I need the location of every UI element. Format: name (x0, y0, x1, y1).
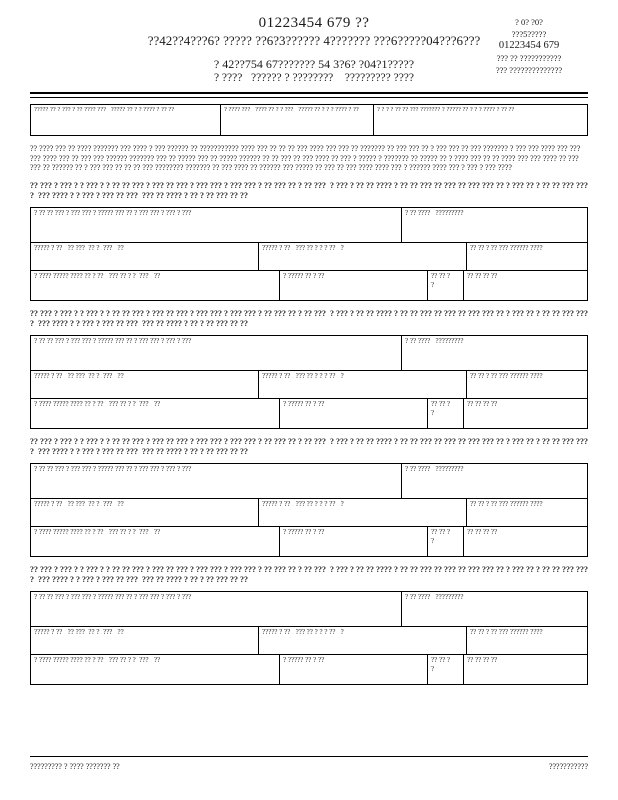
field-phone[interactable]: ? ????? ?? ? ?? (279, 655, 427, 684)
field-address[interactable]: ????? ? ?? ?? ??? ?? ? ??? ?? (34, 243, 124, 252)
form-header (30, 14, 588, 92)
stamp-form-number: 01223454 679 (498, 40, 560, 51)
field-small-label-line2: ? (431, 536, 435, 545)
section-1-heading: ?? ??? ? ??? ? ? ??? ? ? ?? ?? ??? ? ??? ?? ??? ? ??? ??? ? ??? ??? ? ?? ??? ?? ? ?? ??? ? ??? ? ?? ?? ???? ? ?? ?? ??? ?? ??? ?? ??? ??? ?? ? ??? ?? ? ?? ?? ??? ??? ? ??? ???? ? ? ??? ? ??? ?? ??? ??? ?? ???? ? ?? ? ?? ??? ?? ?? (30, 180, 590, 200)
table-row (31, 626, 587, 654)
field-zip[interactable]: ?? ?? ? ?? ??? ?????? ???? (466, 627, 587, 654)
field-address[interactable]: ????? ? ?? ?? ??? ?? ? ??? ?? (34, 499, 124, 508)
table-row (31, 654, 587, 684)
field-small-label-line1: ?? ?? ? (431, 399, 451, 408)
table-row (31, 592, 587, 626)
field-contact[interactable]: ? ???? ????? ???? ?? ? ?? ??? ?? ? ? ??? ?? (34, 527, 161, 536)
footer-left-text: ????????? ? ???? ??????? ?? (30, 762, 120, 771)
footer-right-text: ??????????? (548, 762, 588, 771)
field-box-3[interactable]: ? ? ? ? ?? ?? ??? ??????? ? ????? ?? ? ? ? ???? ? ?? ?? (373, 105, 587, 135)
form-main-title: ??42??4???6? ????? ??6?3?????? 4??????? ???6?????04???6??? (147, 33, 481, 48)
section-2-heading: ?? ??? ? ??? ? ? ??? ? ? ?? ?? ??? ? ??? ?? ??? ? ??? ??? ? ??? ??? ? ?? ??? ?? ? ?? ??? ? ??? ? ?? ?? ???? ? ?? ?? ??? ?? ??? ?? ??? ??? ?? ? ??? ?? ? ?? ?? ??? ??? ? ??? ???? ? ? ??? ? ??? ?? ??? ??? ?? ???? ? ?? ? ?? ??? ?? ?? (30, 308, 590, 328)
form-section-2 (30, 309, 588, 429)
table-row (31, 370, 587, 398)
header-divider-rule (30, 92, 588, 98)
field-small[interactable] (427, 271, 463, 300)
form-subtitle-2: ? ???? ?????? ? ???????? ????????? ???? (213, 72, 415, 84)
section-4-heading: ?? ??? ? ??? ? ? ??? ? ? ?? ?? ??? ? ??? ?? ??? ? ??? ??? ? ??? ??? ? ?? ??? ?? ? ?? ??? ? ??? ? ?? ?? ???? ? ?? ?? ??? ?? ??? ?? ??? ??? ?? ? ??? ?? ? ?? ?? ??? ??? ? ??? ???? ? ? ??? ? ??? ?? ??? ??? ?? ???? ? ?? ? ?? ??? ?? ?? (30, 564, 590, 584)
field-small-label-line2: ? (431, 408, 435, 417)
field-small-label-line2: ? (431, 280, 435, 289)
field-phone[interactable]: ? ????? ?? ? ?? (279, 527, 427, 556)
field-address[interactable]: ????? ? ?? ?? ??? ?? ? ??? ?? (34, 627, 124, 636)
field-small-label-line2: ? (431, 664, 435, 673)
field-name[interactable]: ? ?? ?? ??? ? ??? ??? ? ????? ??? ?? ? ??? ??? ? ??? ? ??? (34, 208, 192, 217)
field-name[interactable]: ? ?? ?? ??? ? ??? ??? ? ????? ??? ?? ? ??? ??? ? ??? ? ??? (34, 464, 192, 473)
field-contact[interactable]: ? ???? ????? ???? ?? ? ?? ??? ?? ? ? ??? ?? (34, 399, 161, 408)
field-small[interactable] (427, 655, 463, 684)
section-1-table (30, 207, 588, 301)
table-row (31, 208, 587, 242)
field-small-label-line1: ?? ?? ? (431, 527, 451, 536)
field-city-state[interactable]: ????? ? ?? ??? ?? ? ? ? ?? ? (258, 371, 466, 398)
field-small[interactable] (427, 527, 463, 556)
field-address[interactable]: ????? ? ?? ?? ??? ?? ? ??? ?? (34, 371, 124, 380)
stamp-line-4: ??? ?? ??????????? (496, 53, 562, 63)
field-small-label-line1: ?? ?? ? (431, 655, 451, 664)
field-date[interactable]: ?? ?? ?? ?? (463, 655, 587, 684)
stamp-line-2: ???5????? (511, 29, 547, 39)
field-date[interactable]: ?? ?? ?? ?? (463, 399, 587, 428)
field-type[interactable]: ? ?? ???? ????????? (401, 336, 587, 370)
table-row (31, 498, 587, 526)
field-type[interactable]: ? ?? ???? ????????? (401, 592, 587, 626)
field-zip[interactable]: ?? ?? ? ?? ??? ?????? ???? (466, 243, 587, 270)
table-row (31, 464, 587, 498)
approval-stamp-block (470, 16, 588, 76)
table-row (31, 242, 587, 270)
form-section-3 (30, 437, 588, 557)
field-city-state[interactable]: ????? ? ?? ??? ?? ? ? ? ?? ? (258, 243, 466, 270)
table-row (31, 526, 587, 556)
section-3-heading: ?? ??? ? ??? ? ? ??? ? ? ?? ?? ??? ? ??? ?? ??? ? ??? ??? ? ??? ??? ? ?? ??? ?? ? ?? ??? ? ??? ? ?? ?? ???? ? ?? ?? ??? ?? ??? ?? ??? ??? ?? ? ??? ?? ? ?? ?? ??? ??? ? ??? ???? ? ? ??? ? ??? ?? ??? ??? ?? ???? ? ?? ? ?? ??? ?? ?? (30, 436, 590, 456)
field-box-1[interactable]: ????? ?? ? ??? ? ?? ???? ??? ????? ?? ? ? ???? ? ?? ?? (34, 106, 175, 113)
table-row (31, 336, 587, 370)
page-footer (30, 756, 588, 772)
field-zip[interactable]: ?? ?? ? ?? ??? ?????? ???? (466, 371, 587, 398)
section-3-table (30, 463, 588, 557)
field-date[interactable]: ?? ?? ?? ?? (463, 271, 587, 300)
table-row (31, 398, 587, 428)
field-contact[interactable]: ? ???? ????? ???? ?? ? ?? ??? ?? ? ? ??? ?? (34, 271, 161, 280)
form-section-4 (30, 565, 588, 685)
field-name[interactable]: ? ?? ?? ??? ? ??? ??? ? ????? ??? ?? ? ??? ??? ? ??? ? ??? (34, 592, 192, 601)
field-contact[interactable]: ? ???? ????? ???? ?? ? ?? ??? ?? ? ? ??? ?? (34, 655, 161, 664)
section-2-table (30, 335, 588, 429)
field-phone[interactable]: ? ????? ?? ? ?? (279, 271, 427, 300)
field-small-label-line1: ?? ?? ? (431, 271, 451, 280)
form-section-1 (30, 181, 588, 301)
field-box-2[interactable]: ? ???? ??? ???? ?? ? ? ??? ????? ?? ? ? ? ???? ? ?? (220, 105, 373, 135)
stamp-line-5: ??? ?????????????? (495, 65, 563, 75)
stamp-line-1: ? 0? ?0? (515, 17, 543, 27)
form-number-title: 01223454 679 ?? (258, 15, 370, 31)
instructions-paragraph: ?? ???? ??? ?? ???? ??????? ??? ???? ? ??? ?????? ?? ??????????? ???? ??? ?? ?? ?? ??? ???? ??? ??? ?? ??????? ?? ??? ??? ?? ? ??? ??? ?? ??? ??????? ? ??? ??? ???? ??? ??? ??? ???? ??? ?? ??? ??? ?????? ??????? ??? ?? ????? ??? ?? ????? ?????? ?? ?? ??? ?? ??? ???? ?? ??? ? ????? ? ??????? ?? ????? ?? ? ???? ??? ?? ?? ???? ??? ??? ???? ?? ??? ??? ?? ?????? ?? ? ??? ??? ?? ?? ?? ??? ???????? ??????? ?? ??? ???? ?? ?????? ??? ????? ?? ??? ?? ??? ???? ???? ??? ? ?????? ???? ??? ? ??? ? ??? ???? (30, 144, 583, 172)
field-small[interactable] (427, 399, 463, 428)
field-type[interactable]: ? ?? ???? ????????? (401, 464, 587, 498)
field-zip[interactable]: ?? ?? ? ?? ??? ?????? ???? (466, 499, 587, 526)
table-row (31, 270, 587, 300)
form-subtitle-1: ? 42??754 67??????? 54 3?6? ?04?1????? (213, 57, 415, 71)
field-phone[interactable]: ? ????? ?? ? ?? (279, 399, 427, 428)
field-name[interactable]: ? ?? ?? ??? ? ??? ??? ? ????? ??? ?? ? ??? ??? ? ??? ? ??? (34, 336, 192, 345)
section-4-table (30, 591, 588, 685)
identification-boxes-row (30, 104, 588, 136)
field-city-state[interactable]: ????? ? ?? ??? ?? ? ? ? ?? ? (258, 499, 466, 526)
field-date[interactable]: ?? ?? ?? ?? (463, 527, 587, 556)
field-type[interactable]: ? ?? ???? ????????? (401, 208, 587, 242)
field-city-state[interactable]: ????? ? ?? ??? ?? ? ? ? ?? ? (258, 627, 466, 654)
